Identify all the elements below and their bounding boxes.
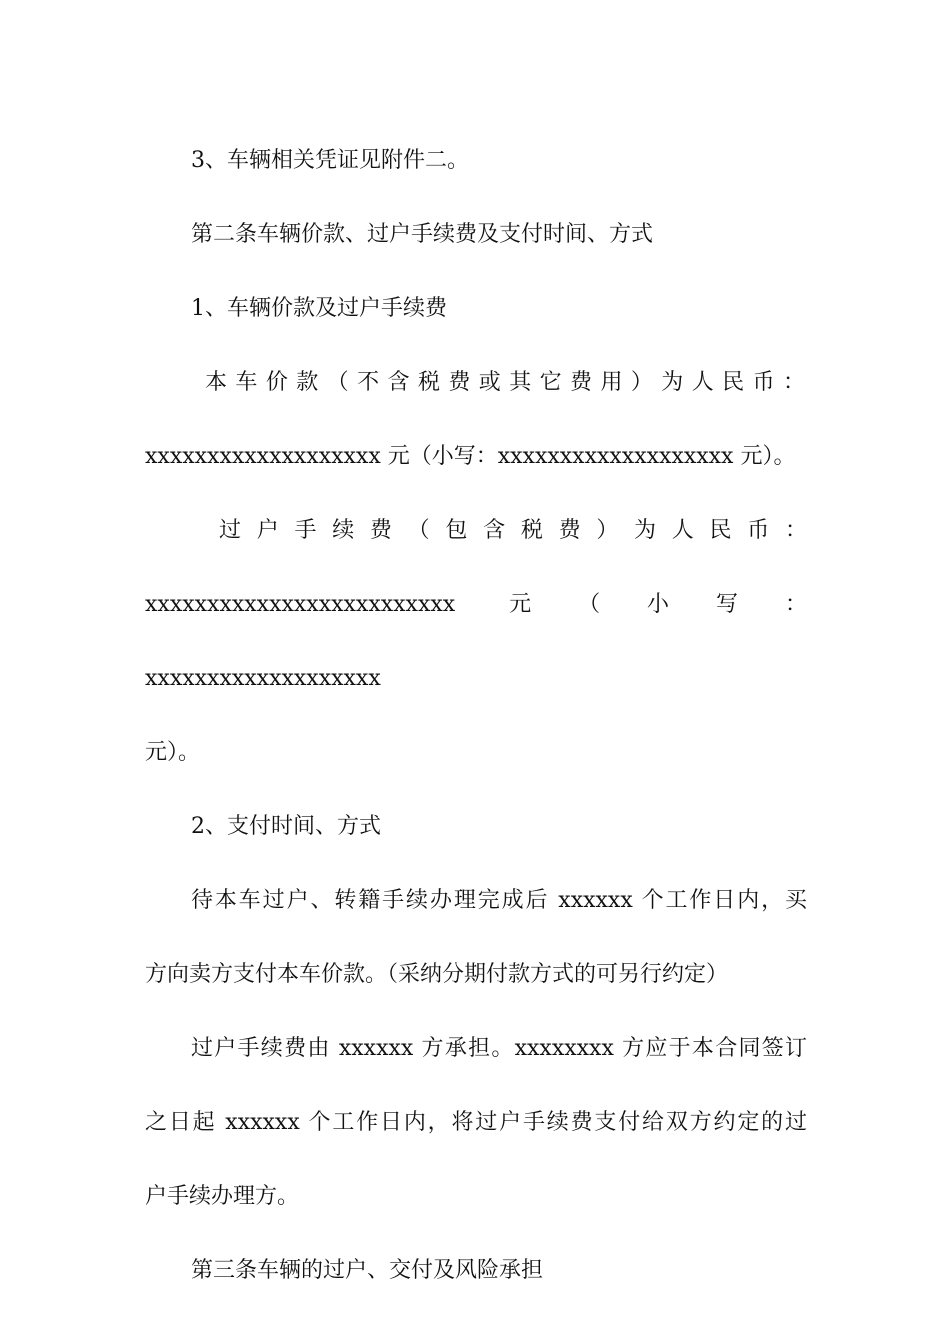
paragraph-payment-line1: 待本车过户、转籍手续办理完成后 xxxxxx 个工作日内，买 xyxy=(191,888,807,913)
document-body xyxy=(145,124,807,1308)
paragraph-payment-line2: 方向卖方支付本车价款。（采纳分期付款方式的可另行约定） xyxy=(145,962,729,987)
paragraph-vehicle-price-line2: xxxxxxxxxxxxxxxxxxx 元（小写：xxxxxxxxxxxxxxxxxxx 元）。 xyxy=(145,444,796,469)
heading-article-two: 第二条车辆价款、过户手续费及支付时间、方式 xyxy=(191,222,654,247)
subheading-price-and-fee: 1、车辆价款及过户手续费 xyxy=(191,296,447,321)
heading-article-three: 第三条车辆的过户、交付及风险承担 xyxy=(191,1258,544,1283)
paragraph-transfer-fee-line3: 元）。 xyxy=(145,740,201,765)
paragraph-fee-bearer-line2: 之日起 xxxxxx 个工作日内，将过户手续费支付给双方约定的过 xyxy=(145,1110,807,1135)
subheading-payment-time-method: 2、支付时间、方式 xyxy=(191,814,381,839)
paragraph-vehicle-price-line1: 本车价款（不含税费或其它费用）为人民币： xyxy=(205,370,807,395)
paragraph-fee-bearer-line1: 过户手续费由 xxxxxx 方承担。xxxxxxxx 方应于本合同签订 xyxy=(191,1036,807,1061)
paragraph-fee-bearer-line3: 户手续办理方。 xyxy=(145,1184,300,1209)
paragraph-vehicle-documents: 3、车辆相关凭证见附件二。 xyxy=(191,148,469,173)
paragraph-transfer-fee-line1: 过户手续费（包含税费）为人民币： xyxy=(219,518,807,543)
paragraph-transfer-fee-line2: xxxxxxxxxxxxxxxxxxxxxxxxx 元（小写：xxxxxxxxxxxxxxxxxxx xyxy=(145,592,807,691)
